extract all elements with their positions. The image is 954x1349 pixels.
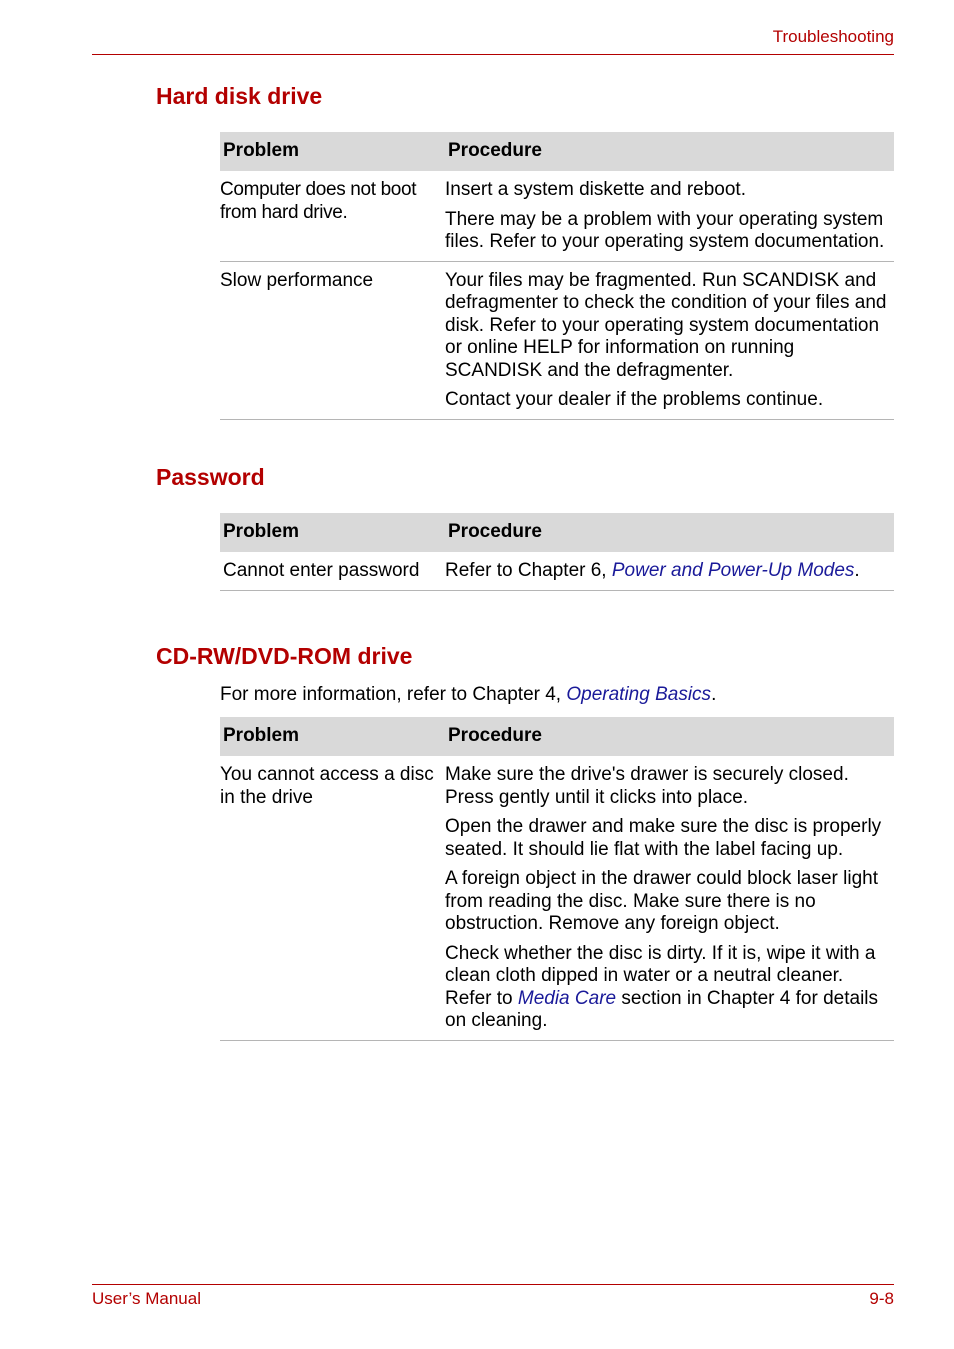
column-header-problem: Problem [220, 513, 445, 552]
procedure-text: A foreign object in the drawer could block laser light from reading the disc. Make sure there is no obstruction. Remove any foreign object. [445, 868, 879, 934]
section-title-password: Password [156, 464, 265, 490]
procedure-text-prefix: Refer to Chapter 6, [445, 560, 612, 581]
problem-text: Slow performance [220, 269, 374, 291]
table-header-row [220, 513, 894, 552]
media-care-link[interactable]: Media Care [517, 987, 617, 1009]
procedure-cell [445, 756, 894, 1040]
power-modes-link[interactable]: Power and Power-Up Modes [611, 560, 855, 581]
table-row [220, 552, 894, 590]
intro-suffix: . [711, 684, 717, 705]
cdrw-intro-text [220, 683, 716, 706]
section-title-cdrw-dvdrom-drive: CD-RW/DVD-ROM drive [156, 643, 413, 669]
procedure-text: There may be a problem with your operating system files. Refer to your operating system documentation. [445, 208, 885, 252]
procedure-text-suffix: section in Chapter 4 for details on cleaning. [445, 987, 879, 1031]
procedure-text [445, 560, 894, 583]
procedure-text: Insert a system diskette and reboot. [445, 179, 746, 200]
table-row [220, 171, 894, 261]
table-header-row [220, 717, 894, 756]
footer-manual-title: User’s Manual [92, 1289, 201, 1308]
table-row [220, 261, 894, 419]
footer-rule [92, 1284, 894, 1285]
problem-text: You cannot access a disc in the drive [220, 764, 434, 808]
problem-text: Cannot enter password [223, 560, 420, 581]
section-title-hard-disk-drive: Hard disk drive [156, 83, 323, 109]
procedure-text: Open the drawer and make sure the disc is properly seated. It should lie flat with the label facing up. [445, 816, 882, 860]
procedure-text: Contact your dealer if the problems continue. [445, 389, 824, 410]
column-header-procedure: Procedure [445, 717, 894, 756]
running-header: Troubleshooting [772, 27, 894, 46]
problem-cell [220, 261, 445, 419]
cdrw-dvdrom-table [220, 717, 894, 1041]
column-header-procedure: Procedure [445, 513, 894, 552]
intro-prefix: For more information, refer to Chapter 4, [220, 684, 567, 705]
problem-cell [220, 552, 445, 590]
password-table [220, 513, 894, 591]
hard-disk-drive-table [220, 132, 894, 420]
column-header-procedure: Procedure [445, 132, 894, 171]
column-header-problem: Problem [220, 132, 445, 171]
table-header-row [220, 132, 894, 171]
procedure-text-prefix: Check whether the disc is dirty. If it is, wipe it with a clean cloth dipped in water or a neutral cleaner. Refer to [445, 942, 876, 1009]
page-number: 9-8 [869, 1289, 894, 1308]
procedure-text: Your files may be fragmented. Run SCANDISK and defragmenter to check the condition of your files and disk. Refer to your operating system documentation or online HELP for information on running SCANDISK and the defragmenter. [445, 269, 887, 381]
header-rule [92, 54, 894, 55]
procedure-cell [445, 261, 894, 419]
procedure-text-suffix: . [854, 560, 860, 581]
procedure-cell [445, 552, 894, 590]
problem-cell [220, 756, 445, 1040]
procedure-text: Make sure the drive's drawer is securely closed. Press gently until it clicks into place. [445, 764, 849, 808]
procedure-cell [445, 171, 894, 261]
problem-text: Computer does not boot from hard drive. [220, 179, 417, 223]
table-row [220, 756, 894, 1040]
procedure-text [445, 943, 894, 1033]
problem-cell [220, 171, 445, 261]
operating-basics-link[interactable]: Operating Basics [566, 684, 712, 705]
column-header-problem: Problem [220, 717, 445, 756]
